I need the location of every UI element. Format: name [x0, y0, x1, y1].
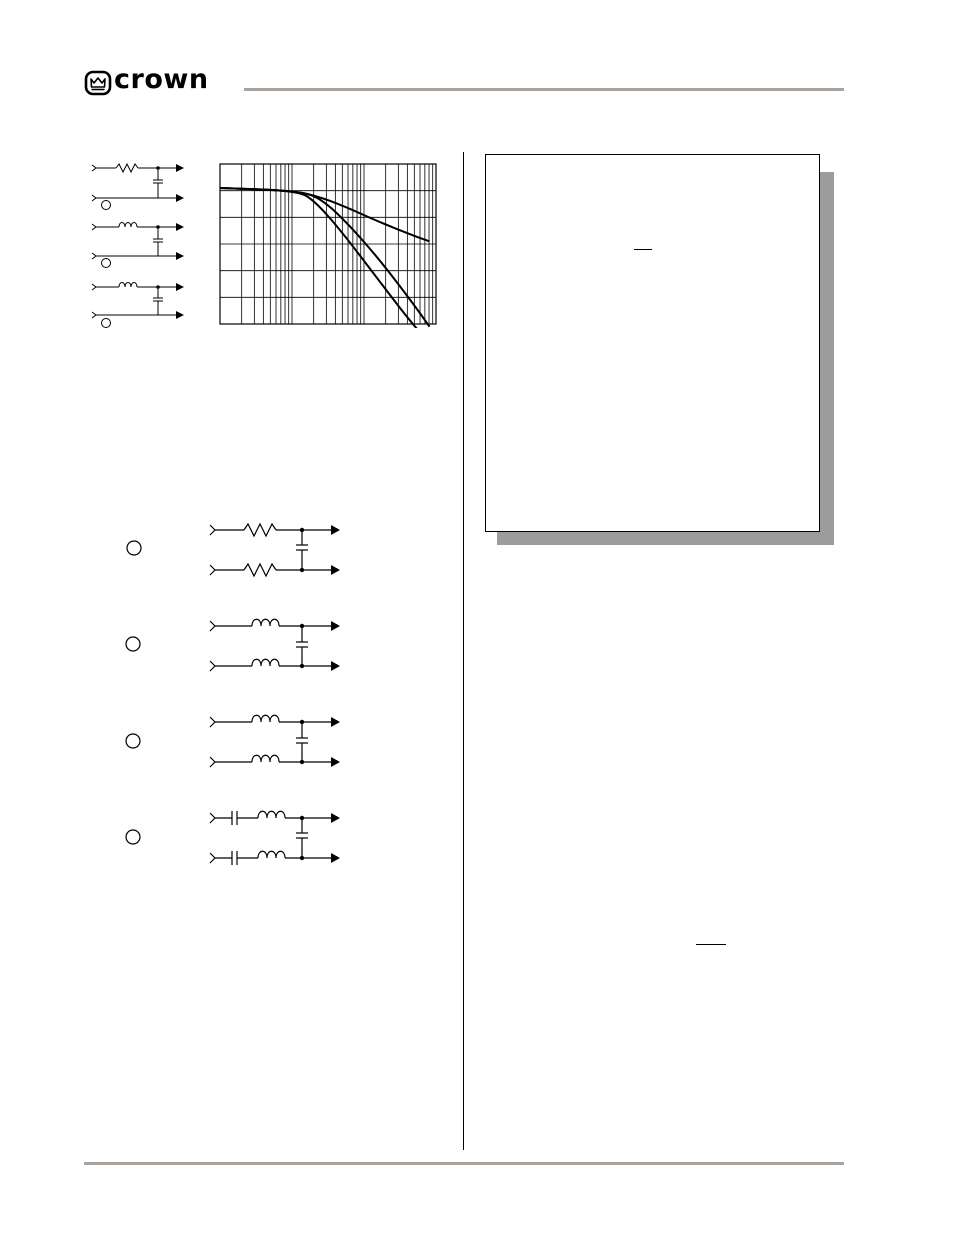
crown-emblem-icon	[84, 70, 112, 96]
fraction-bar	[634, 249, 652, 250]
schematic-lc-2	[92, 283, 176, 328]
brand-wordmark: crown	[114, 64, 209, 95]
filter-schematic-group	[88, 158, 198, 333]
footer-rule	[84, 1162, 844, 1165]
callout-box	[485, 154, 820, 532]
network-label-circle	[126, 734, 140, 748]
frequency-response-graph	[218, 162, 440, 328]
schematic-rc	[92, 164, 176, 210]
balanced-filter-schematics	[118, 515, 350, 870]
column-divider	[463, 152, 464, 1150]
network-label-circle	[126, 830, 140, 844]
fraction-bar	[696, 944, 726, 945]
header-rule	[244, 88, 844, 91]
network-label-circle	[127, 541, 141, 555]
crown-logo	[84, 64, 244, 96]
network-label-circle	[126, 637, 140, 651]
schematic-lc	[92, 223, 176, 268]
